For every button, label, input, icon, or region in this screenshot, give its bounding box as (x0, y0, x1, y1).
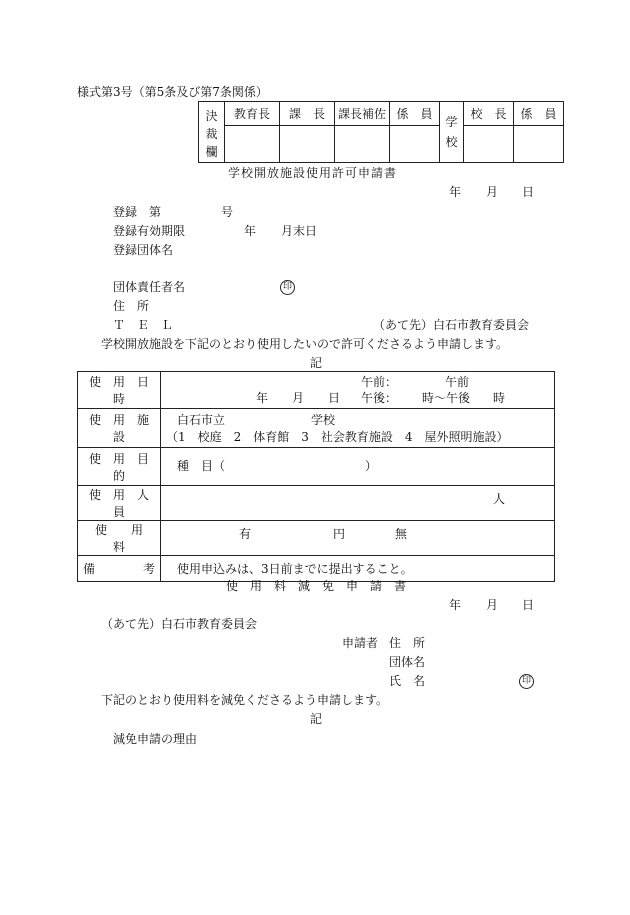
approval-label: 決 裁 欄 (199, 102, 225, 163)
reduction-ki-heading: 記 (310, 712, 323, 726)
tel-label: Ｔ Ｅ Ｌ (113, 318, 174, 332)
address-label: 住 所 (113, 299, 150, 313)
registration-number-suffix: 号 (221, 205, 234, 219)
fee-label: 使 用 料 (78, 521, 161, 556)
stamp-box[interactable] (280, 126, 335, 163)
date-month: 月 (486, 185, 499, 199)
representative-label: 団体責任者名 (113, 280, 186, 294)
school-header-kocho: 校 長 (464, 102, 514, 126)
applicant-address-label: 住 所 (389, 636, 426, 650)
registration-valid-label: 登録有効期限 (113, 224, 186, 238)
approval-table (198, 101, 564, 163)
form-number: 様式第3号（第5条及び第7条関係） (77, 85, 268, 99)
purpose-field[interactable]: 種 目（ ） (161, 448, 555, 486)
usage-table (77, 371, 555, 582)
reduction-request-text: 下記のとおり使用料を減免くださるよう申請します。 (101, 693, 389, 707)
reduction-date-year: 年 (449, 598, 462, 612)
addressee: （あて先）白石市教育委員会 (373, 318, 530, 332)
approval-header-hosa: 課長補佐 (335, 102, 390, 126)
fee-field[interactable]: 有 円 無 (161, 521, 555, 556)
stamp-box[interactable] (464, 126, 514, 163)
school-header-kakari: 係 員 (514, 102, 564, 126)
stamp-box[interactable] (390, 126, 440, 163)
seal-mark: 印 (519, 674, 534, 689)
note-field: 使用申込みは、3日前までに提出すること。 (161, 556, 555, 582)
registration-valid-year: 年 (244, 224, 257, 238)
reduction-date-month: 月 (486, 598, 499, 612)
applicant-label: 申請者 (342, 636, 379, 650)
facility-label: 使 用 施 設 (78, 409, 161, 448)
approval-header-kyoikucho: 教育長 (225, 102, 280, 126)
date-day: 日 (522, 185, 535, 199)
people-field[interactable]: 人 (161, 486, 555, 521)
reduction-reason-label: 減免申請の理由 (113, 732, 198, 746)
stamp-box[interactable] (335, 126, 390, 163)
applicant-name-label: 氏 名 (389, 674, 426, 688)
stamp-box[interactable] (225, 126, 280, 163)
registration-group-label: 登録団体名 (113, 243, 174, 257)
ki-heading: 記 (310, 356, 323, 370)
approval-header-kakari: 係 員 (390, 102, 440, 126)
purpose-label: 使 用 目 的 (78, 448, 161, 486)
people-label: 使 用 人 員 (78, 486, 161, 521)
date-year: 年 (449, 185, 462, 199)
facility-field[interactable]: 白石市立 学校 （1 校庭 2 体育館 3 社会教育施設 4 屋外照明施設） (161, 409, 555, 448)
seal-mark: 印 (280, 280, 295, 295)
stamp-box[interactable] (514, 126, 564, 163)
approval-header-kacho: 課 長 (280, 102, 335, 126)
reduction-title: 使 用 料 減 免 申 請 書 (226, 579, 407, 593)
reduction-date-day: 日 (522, 598, 535, 612)
applicant-group-label: 団体名 (389, 655, 426, 669)
registration-valid-month: 月末日 (281, 224, 318, 238)
school-label: 学 校 (440, 102, 464, 163)
note-label: 備 考 (78, 556, 161, 582)
reduction-addressee: （あて先）白石市教育委員会 (101, 617, 258, 631)
request-text: 学校開放施設を下記のとおり使用したいので許可くださるよう申請します。 (101, 337, 509, 351)
datetime-field[interactable]: 午前： 午前 年 月 日 午後： 時～午後 時 (161, 372, 555, 409)
page-title: 学校開放施設使用許可申請書 (228, 166, 398, 180)
registration-number-label: 登録 第 (113, 205, 162, 219)
datetime-label: 使 用 日 時 (78, 372, 161, 409)
